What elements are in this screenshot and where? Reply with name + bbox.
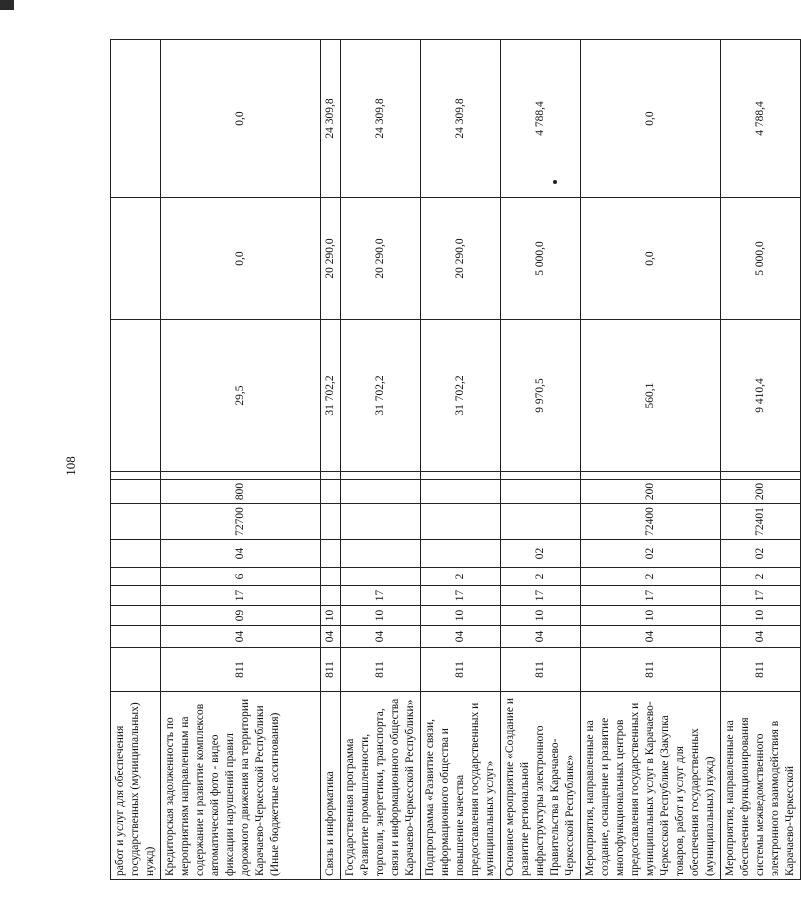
table-body: [111, 40, 801, 880]
row-name-cell: Основное мероприятие «Создание и развитие региональной инфраструктуры электронного Правительства в Карачаево-Черкесской Республике»: [501, 692, 581, 880]
code-cell: [321, 480, 341, 504]
code-cell: 811: [321, 648, 341, 692]
code-cell: [111, 540, 161, 568]
code-cell: [341, 568, 421, 586]
code-cell: 72401: [721, 504, 801, 540]
code-cell: [341, 540, 421, 568]
amount-cell: 20 290,0: [421, 198, 501, 320]
code-cell: 72400: [581, 504, 721, 540]
code-cell: 811: [341, 648, 421, 692]
amount-cell: [111, 40, 161, 198]
code-cell: [341, 480, 421, 504]
code-cell: 04: [421, 626, 501, 648]
amount-cell: 29,5: [161, 320, 321, 472]
code-cell: 72700: [161, 504, 321, 540]
amount-cell: 5 000,0: [501, 198, 581, 320]
amount-cell: [111, 320, 161, 472]
amount-cell: 9 410,4: [721, 320, 801, 472]
table-row: [581, 40, 721, 880]
amount-cell: [111, 198, 161, 320]
code-cell: [341, 472, 421, 480]
code-cell: 200: [581, 480, 721, 504]
table-row: [421, 40, 501, 880]
code-cell: 02: [581, 540, 721, 568]
row-name-cell: Подпрограмма «Развитие связи, информационного общества и повышение качества предоставления государственных и муниципальных услуг»: [421, 692, 501, 880]
code-cell: 811: [581, 648, 721, 692]
code-cell: 04: [581, 626, 721, 648]
amount-cell: 4 788,4: [721, 40, 801, 198]
code-cell: [111, 586, 161, 606]
code-cell: 10: [321, 606, 341, 626]
page-number: 108: [63, 456, 78, 476]
code-cell: [341, 504, 421, 540]
table-row: [341, 40, 421, 880]
table-row: [111, 40, 161, 880]
code-cell: 800: [161, 480, 321, 504]
code-cell: [111, 504, 161, 540]
code-cell: [111, 626, 161, 648]
code-cell: 811: [161, 648, 321, 692]
code-cell: 10: [421, 606, 501, 626]
code-cell: 10: [501, 606, 581, 626]
code-cell: [421, 540, 501, 568]
ink-dot: [553, 180, 557, 184]
code-cell: [421, 472, 501, 480]
table-row: [501, 40, 581, 880]
row-name-cell: Связь и информатика: [321, 692, 341, 880]
row-name-cell: работ и услуг для обеспечения государственных (муниципальных) нужд): [111, 692, 161, 880]
code-cell: [501, 504, 581, 540]
code-cell: [421, 480, 501, 504]
budget-table: [110, 39, 801, 880]
code-cell: 10: [721, 606, 801, 626]
code-cell: 02: [501, 540, 581, 568]
code-cell: [111, 606, 161, 626]
table-row: [321, 40, 341, 880]
code-cell: 17: [161, 586, 321, 606]
amount-cell: 24 309,8: [341, 40, 421, 198]
scan-edge-mark: [0, 0, 14, 10]
code-cell: [111, 648, 161, 692]
amount-cell: 31 702,2: [341, 320, 421, 472]
amount-cell: 5 000,0: [721, 198, 801, 320]
code-cell: [111, 480, 161, 504]
amount-cell: 0,0: [161, 198, 321, 320]
code-cell: 811: [501, 648, 581, 692]
code-cell: [321, 504, 341, 540]
code-cell: [581, 472, 721, 480]
code-cell: 10: [341, 606, 421, 626]
row-name-cell: Государственная программа «Развитие промышленности, торговли, энергетики, транспорта, связи и информационного общества Карачаево-Черкесской Республики»: [341, 692, 421, 880]
code-cell: 02: [721, 540, 801, 568]
amount-cell: 20 290,0: [341, 198, 421, 320]
amount-cell: 20 290,0: [321, 198, 341, 320]
amount-cell: 31 702,2: [321, 320, 341, 472]
code-cell: 2: [721, 568, 801, 586]
code-cell: 811: [721, 648, 801, 692]
row-name-cell: Мероприятия, направленные на обеспечение функционирования системы межведомственного электронного взаимодействия в Карачаево-Черкесской: [721, 692, 801, 880]
code-cell: [111, 472, 161, 480]
code-cell: 17: [581, 586, 721, 606]
code-cell: 17: [421, 586, 501, 606]
amount-cell: 24 309,8: [321, 40, 341, 198]
code-cell: 6: [161, 568, 321, 586]
code-cell: 2: [501, 568, 581, 586]
code-cell: [321, 472, 341, 480]
code-cell: 200: [721, 480, 801, 504]
code-cell: [501, 480, 581, 504]
code-cell: [501, 472, 581, 480]
amount-cell: 560,1: [581, 320, 721, 472]
amount-cell: 4 788,4: [501, 40, 581, 198]
code-cell: 17: [341, 586, 421, 606]
amount-cell: 0,0: [581, 198, 721, 320]
code-cell: 04: [721, 626, 801, 648]
code-cell: [111, 568, 161, 586]
code-cell: 10: [581, 606, 721, 626]
table-row: [721, 40, 801, 880]
table-row: [161, 40, 321, 880]
amount-cell: 0,0: [161, 40, 321, 198]
code-cell: 17: [501, 586, 581, 606]
code-cell: 17: [721, 586, 801, 606]
amount-cell: 31 702,2: [421, 320, 501, 472]
rotated-table-container: [110, 40, 796, 880]
code-cell: 09: [161, 606, 321, 626]
code-cell: [321, 586, 341, 606]
code-cell: [721, 472, 801, 480]
code-cell: 04: [341, 626, 421, 648]
code-cell: 04: [501, 626, 581, 648]
code-cell: 2: [581, 568, 721, 586]
code-cell: 04: [161, 540, 321, 568]
row-name-cell: Кредиторская задолженность по мероприятиям направленным на содержание и развитие комплексов автоматической фото - видео фиксации нарушений правил дорожного движения на территории Карачаево-Черкесской Республики (Иные бюджетные ассигнования): [161, 692, 321, 880]
code-cell: [421, 504, 501, 540]
code-cell: 2: [421, 568, 501, 586]
amount-cell: 24 309,8: [421, 40, 501, 198]
code-cell: 811: [421, 648, 501, 692]
code-cell: [161, 472, 321, 480]
code-cell: 04: [321, 626, 341, 648]
row-name-cell: Мероприятия, направленные на создание, оснащение и развитие многофункциональных центров предоставления государственных и муниципальных услуг в Карачаево-Черкесской Республике (Закупка товаров, работ и услуг для обеспечения государственных (муниципальных) нужд): [581, 692, 721, 880]
code-cell: 04: [161, 626, 321, 648]
code-cell: [321, 568, 341, 586]
amount-cell: 9 970,5: [501, 320, 581, 472]
amount-cell: 0,0: [581, 40, 721, 198]
code-cell: [321, 540, 341, 568]
